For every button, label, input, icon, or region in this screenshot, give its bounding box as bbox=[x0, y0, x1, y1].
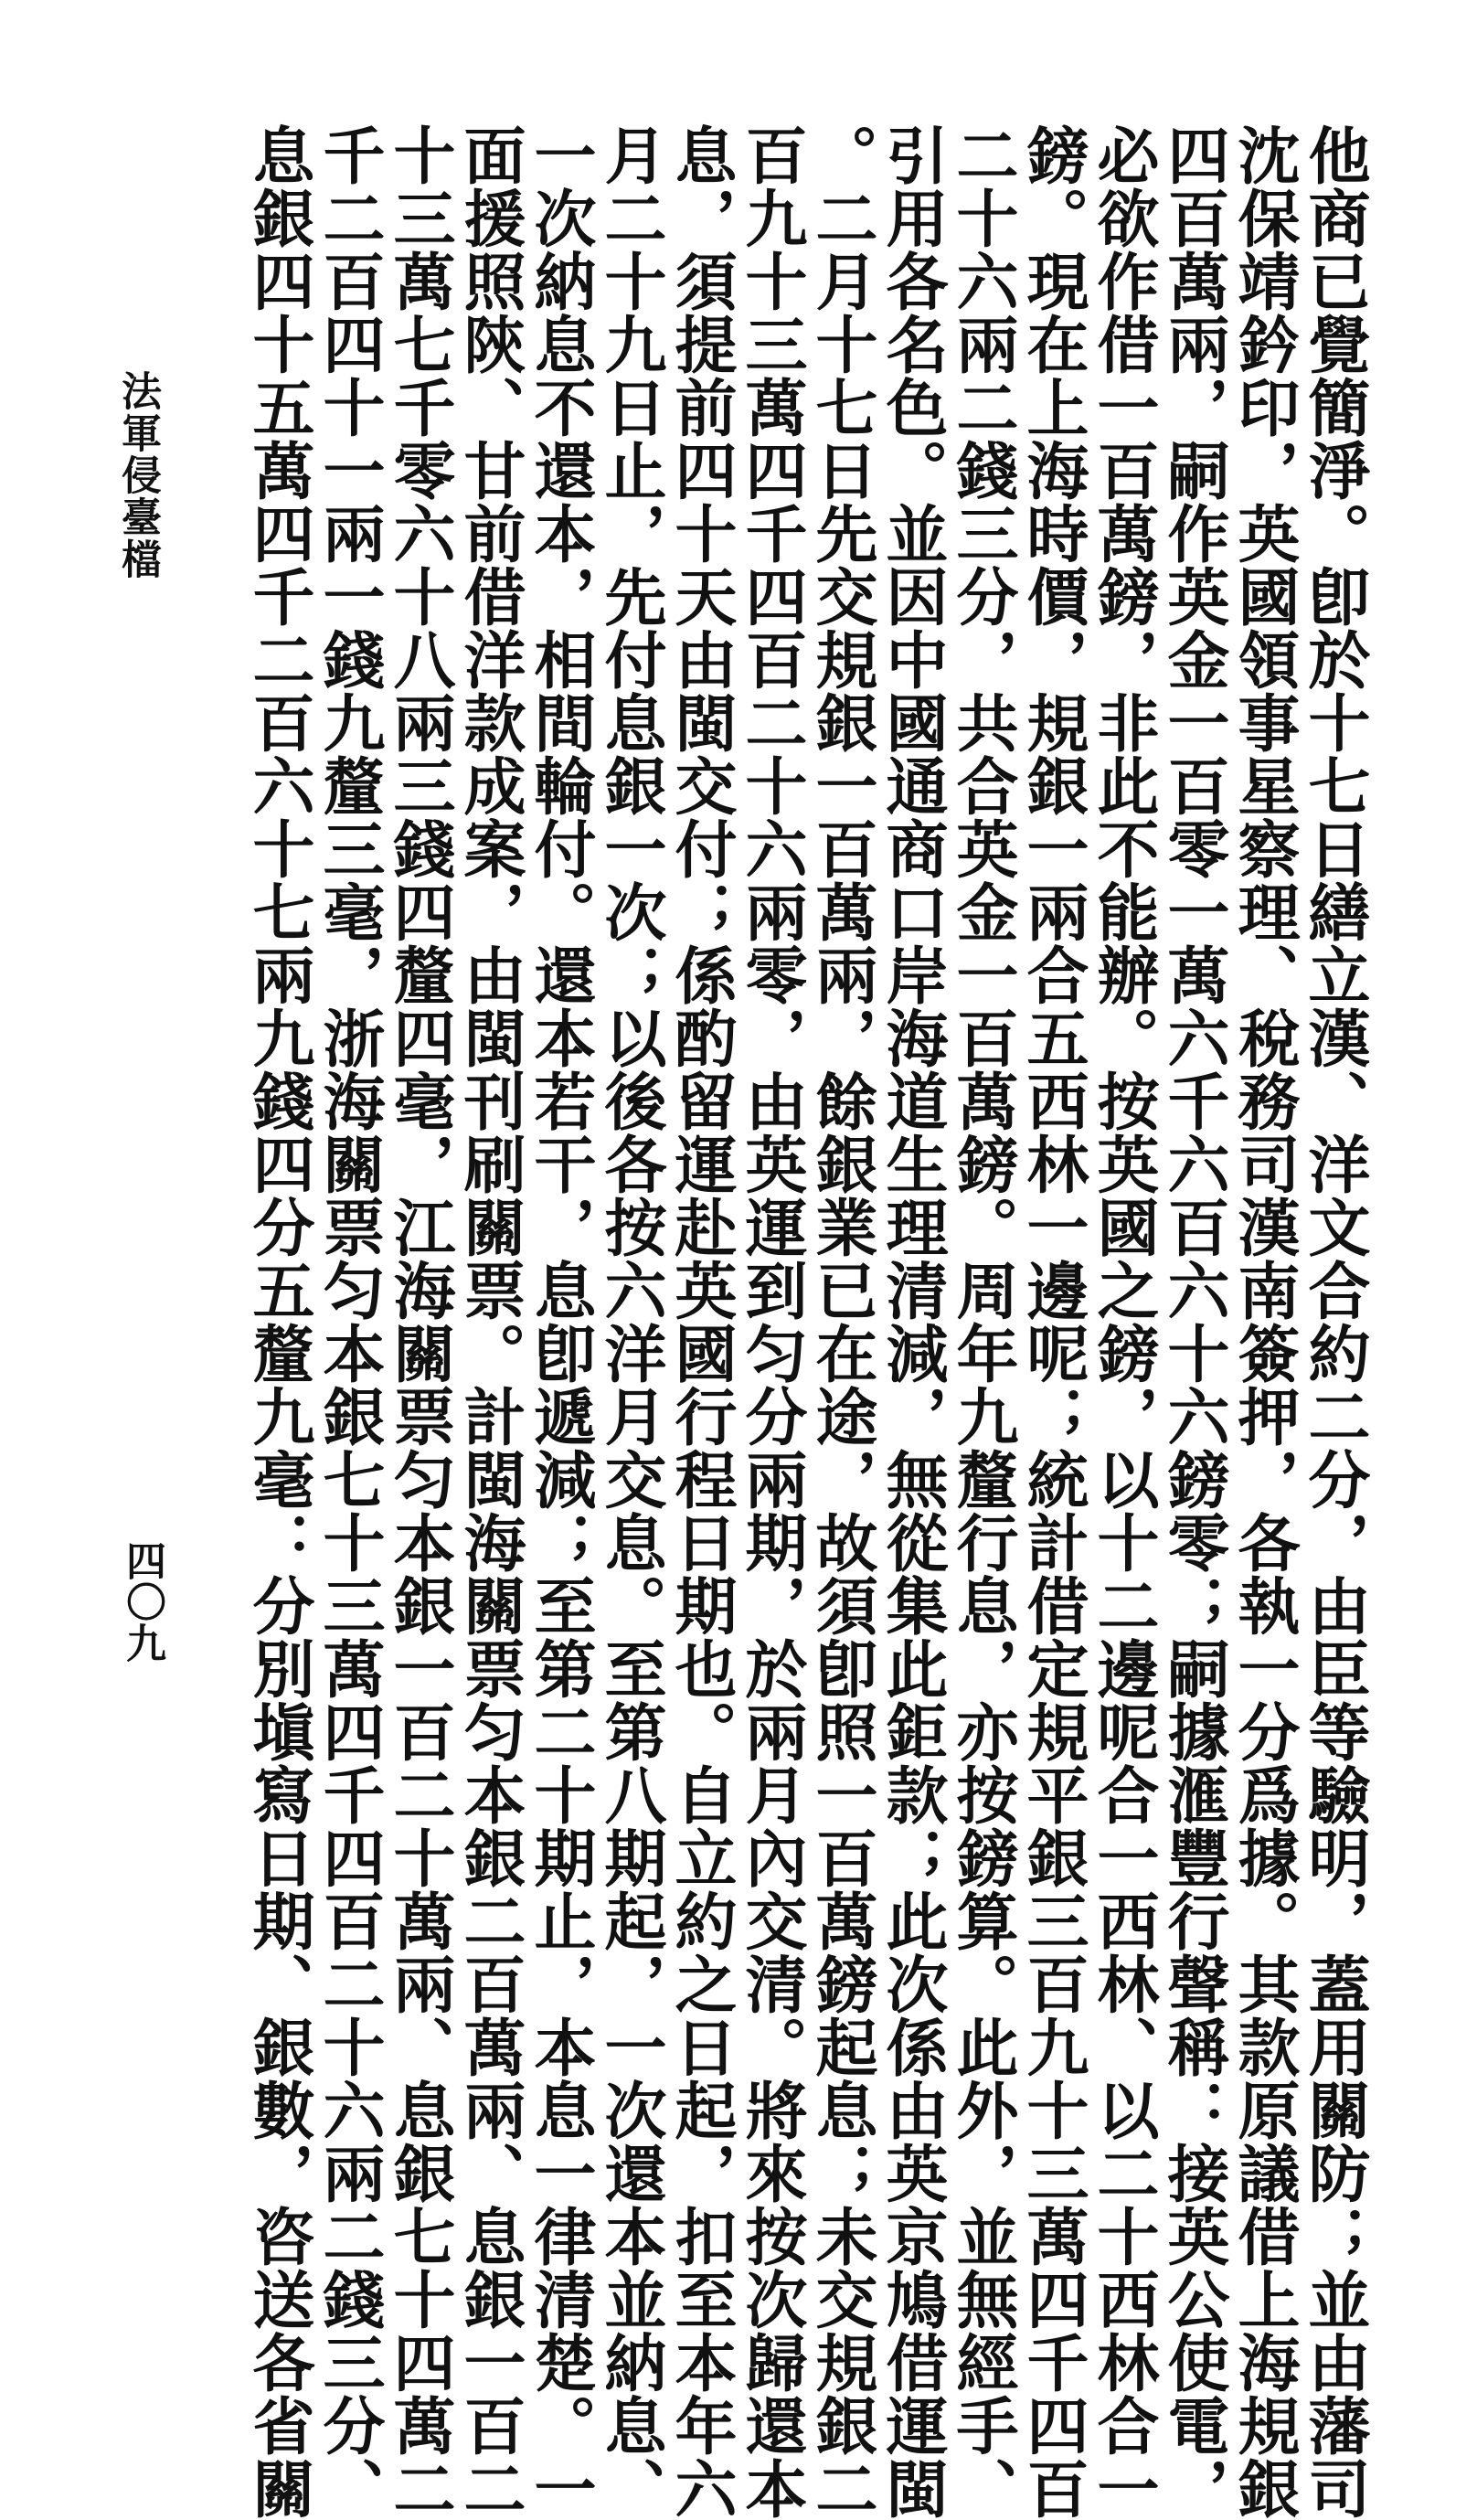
text-column: 息銀四十五萬四千二百六十七兩九錢四分五釐九毫：分別塡寫日期、銀數，咨送各省關 bbox=[242, 123, 315, 2520]
text-column: 沈保靖鈐印，英國領事星察理、稅務司漢南簽押，各執一分爲據。其款原議借上海規銀 bbox=[1227, 123, 1301, 2520]
text-column: 四百萬兩，嗣作英金一百零一萬六千六百六十六鎊零；嗣據滙豐行聲稱：接英公使電， bbox=[1157, 123, 1230, 2520]
text-column: 必欲作借一百萬鎊，非此不能辦。按英國之鎊，以十二邊呢合一西林、以二十西林合一 bbox=[1087, 123, 1160, 2520]
text-column: 二十六兩二錢三分，共合英金一百萬鎊。周年九釐行息，亦按鎊算。此外，並無經手、 bbox=[946, 123, 1019, 2520]
text-column: 十三萬七千零六十八兩三錢四釐四毫，江海關票匀本銀一百二十萬兩、息銀七十四萬二 bbox=[383, 123, 456, 2520]
body-text bbox=[126, 123, 1371, 2520]
text-column: 月二十九日止，先付息銀一次；以後各按六洋月交息。至第八期起，一次還本並納息、 bbox=[594, 123, 667, 2520]
text-column: 他商已覺簡淨。卽於十七日繕立漢、洋文合約二分，由臣等驗明，蓋用關防；並由藩司 bbox=[1298, 123, 1371, 2520]
text-column: 千二百四十一兩一錢九釐三毫，浙海關票匀本銀七十三萬四千四百二十六兩二錢三分、 bbox=[313, 123, 386, 2520]
page-number: 四〇九 bbox=[119, 1540, 165, 1664]
text-column: 。二月十七日先交規銀一百萬兩，餘銀業已在途，故須卽照一百萬鎊起息；未交規銀二 bbox=[805, 123, 878, 2520]
text-column: 鎊。現在上海時價，規銀一兩合五西林一邊呢；統計借定規平銀三百九十三萬四千四百 bbox=[1016, 123, 1089, 2520]
text-column: 一次納息不還本，相間輪付。還本若干，息卽遞減；至第二十期止，本息一律清楚。一 bbox=[524, 123, 597, 2520]
book-title: 法軍侵臺檔 bbox=[114, 370, 161, 580]
text-column: 引用各名色。並因中國通商口岸海道生理清減，無從集此鉅款；此次係由英京鳩借運閩 bbox=[876, 123, 949, 2520]
text-column: 息，須提前四十天由閩交付；係酌留運赴英國行程日期也。自立約之日起，扣至本年六 bbox=[664, 123, 738, 2520]
text-column: 百九十三萬四千四百二十六兩零，由英運到匀分兩期，於兩月內交清。將來按次歸還本 bbox=[735, 123, 808, 2520]
text-column: 面援照陝、甘前借洋款成案，由閩刊刷關票。計閩海關票匀本銀二百萬兩、息銀一百二 bbox=[453, 123, 526, 2520]
